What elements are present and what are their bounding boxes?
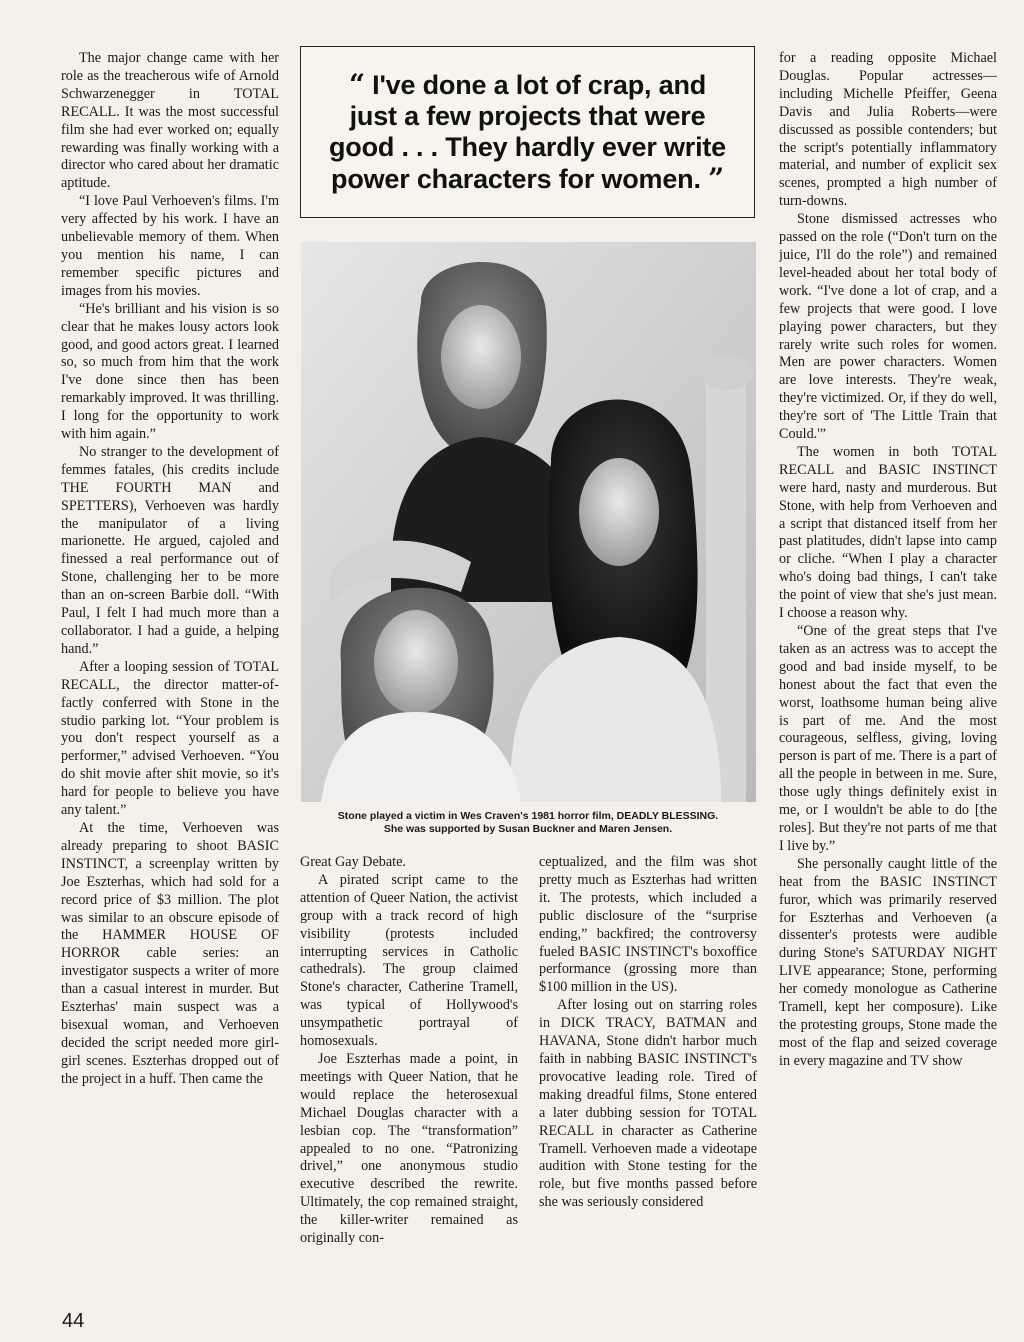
- photo-caption: [300, 810, 756, 836]
- caption-line-1: Stone played a victim in Wes Craven's 1981 horror film, DEADLY BLESSING.: [337, 810, 719, 822]
- paragraph: The women in both TOTAL RECALL and BASIC INSTINCT were hard, nasty and murderous. But Stone, with help from Verhoeven and a script that distanced itself from her past platitudes, didn't lapse into camp or cliche. “When I play a character who's doing bad things, I can't take the point of view that she's just mean. I choose a reason why.: [779, 443, 997, 622]
- paragraph: A pirated script came to the attention of Queer Nation, the activist group with a track record of high visibility (protests included interrupting services in Catholic cathedrals). The group claimed Stone's character, Catherine Tramell, was typical of Hollywood's unsympathetic portrayal of homosexuals.: [300, 871, 518, 1050]
- paragraph: The major change came with her role as the treacherous wife of Arnold Schwarzenegger in TOTAL RECALL. It was the most successful film she had ever worked on; equally rewarding was finally working with a director who cared about her dramatic aptitude.: [61, 50, 279, 192]
- article-column-2: [300, 854, 518, 1304]
- paragraph: for a reading opposite Michael Douglas. Popular actresses—including Michelle Pfeiffer, Geena Davis and Julia Roberts—were discussed as possible contenders; but the script's potentially inflammatory material, and number of explicit sex scenes, prompted a high number of turn-downs.: [779, 50, 997, 210]
- page-number: 44: [62, 1310, 85, 1332]
- close-quote-mark: ”: [708, 162, 724, 195]
- paragraph: ceptualized, and the film was shot pretty much as Eszterhas had written it. The protests, which included a public disclosure of the “surprise ending,” backfired; the controversy fueled BASIC INSTINCT's boxoffice performance (grossing more than $100 million in the US).: [539, 854, 757, 996]
- photo-illustration: [301, 242, 756, 802]
- open-quote-mark: “: [348, 68, 365, 101]
- paragraph: No stranger to the development of femmes fatales, (his credits include THE FOURTH MAN and SPETTERS), Verhoeven was hardly the manipulator of a living marionette. He argued, cajoled and finessed a real performance out of Stone, challenging her to be more than an on-screen Barbie doll. “With Paul, I felt I had much more than a collaborator. I had a guide, a helping hand.”: [61, 443, 279, 657]
- article-column-1: [61, 50, 279, 1312]
- paragraph: At the time, Verhoeven was already preparing to shoot BASIC INSTINCT, a screenplay written by Joe Eszterhas, which had sold for a record price of $3 million. The plot was similar to an obscure episode of the HAMMER HOUSE OF HORROR cable series: an investigator suspects a writer of more than a casual interest in murder. But Eszterhas' main suspect was a bisexual woman, and Verhoeven decided the script needed more girl-girl scenes. Eszterhas dropped out of the project in a huff. Then came the: [61, 819, 279, 1087]
- paragraph: Joe Eszterhas made a point, in meetings with Queer Nation, that he would replace the heterosexual Michael Douglas character with a lesbian cop. The “transformation” appealed to no one. “Patronizing drivel,” one anonymous studio executive described the rewrite. Ultimately, the cop remained straight, the killer-writer remained as originally con-: [300, 1050, 518, 1247]
- pull-quote: [323, 69, 733, 195]
- article-column-3: [539, 854, 757, 1304]
- photo-three-actresses: [301, 242, 756, 802]
- paragraph: Stone dismissed actresses who passed on the role (“Don't turn on the juice, I'll do the role”) and remained level-headed about her total body of work. “I've done a lot of crap, and a few projects that were good. I love playing power characters, but they rarely write such roles for women. Men are power characters. Women are love interests. They're weak, they're victimized. Or, if they do well, they're sort of 'The Little Train that Could.'”: [779, 211, 997, 443]
- paragraph: “He's brilliant and his vision is so clear that he makes lousy actors look good, and good actors great. I learned so, so much from him that the work I've done since then has been remarkably improved. It was thrilling. I long for the opportunity to work with him again.”: [61, 300, 279, 443]
- pull-quote-box: [300, 46, 755, 218]
- paragraph: She personally caught little of the heat from the BASIC INSTINCT furor, which was primarily reserved for Eszterhas and Verhoeven (a dissenter's protests were audible during Stone's SATURDAY NIGHT LIVE appearance; Stone, performing her comedy monologue as Catherine Tramell, kept her composure). Like the protesting groups, Stone made the most of the flap and seized coverage in every magazine and TV show: [779, 855, 997, 1069]
- paragraph: “I love Paul Verhoeven's films. I'm very affected by his work. I have an unbelievable memory of them. When you mention his name, I can remember specific pictures and images from his movies.: [61, 193, 279, 299]
- paragraph: “One of the great steps that I've taken as an actress was to accept the good and bad inside myself, to be honest about the fact that even the worst, loathsome human being alive is part of me. And the most courageous, selfless, giving, loving person is part of me. There is a part of all the people in between in me. Sure, those ugly things definitely exist in me, or I wouldn't be able to do [the roles]. But they're not parts of me that I live by.”: [779, 623, 997, 854]
- pull-quote-text: I've done a lot of crap, and just a few projects that were good . . . They hardly ever write power characters for women.: [328, 70, 726, 194]
- paragraph: After a looping session of TOTAL RECALL, the director matter-of-factly conferred with Stone in the studio parking lot. “Your problem is you don't respect yourself as a performer,” advised Verhoeven. “You do shit movie after shit movie, so it's hard for people to believe you have any talent.”: [61, 658, 279, 819]
- article-column-4: [779, 50, 997, 1312]
- caption-line-2: She was supported by Susan Buckner and Maren Jensen.: [383, 823, 673, 835]
- paragraph: Great Gay Debate.: [300, 854, 406, 870]
- paragraph: After losing out on starring roles in DICK TRACY, BATMAN and HAVANA, Stone didn't harbor much faith in nabbing BASIC INSTINCT's provocative leading role. Tired of making dreadful films, Stone entered a later dubbing session for TOTAL RECALL in character as Catherine Tramell. Verhoeven made a videotape audition with Stone testing for the role, but five months passed before she was seriously considered: [539, 997, 757, 1211]
